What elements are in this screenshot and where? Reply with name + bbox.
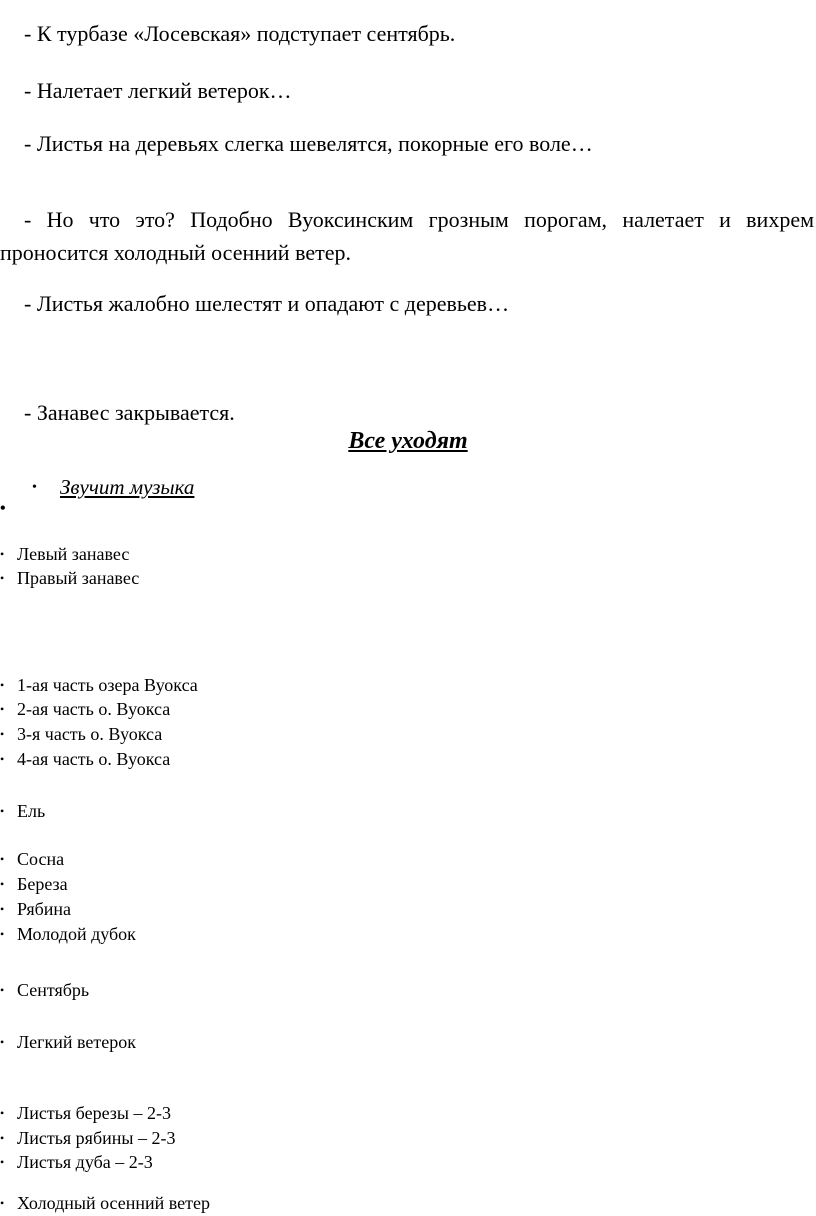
list-item: [0, 1102, 171, 1124]
list-item-label: Ель: [17, 801, 46, 821]
list-item: [0, 567, 139, 589]
bullet-icon: •: [0, 927, 5, 941]
list-item: [0, 898, 71, 920]
list-item-label: Правый занавес: [17, 568, 140, 588]
list-item: [0, 979, 89, 1001]
bullet-icon: •: [0, 1155, 5, 1169]
bullet-icon: •: [0, 804, 5, 818]
bullet-icon: •: [0, 752, 5, 766]
list-item-label: Холодный осенний ветер: [17, 1193, 211, 1213]
list-item: [0, 543, 129, 565]
list-item: [0, 1031, 136, 1053]
paragraph-6: - Занавес закрывается.: [24, 400, 235, 425]
music-note: [32, 474, 194, 501]
bullet-icon: •: [0, 727, 5, 741]
list-item-label: Листья березы – 2-3: [17, 1103, 172, 1123]
list-item: [0, 800, 45, 822]
list-item-label: Левый занавес: [17, 544, 130, 564]
bullet-icon: •: [0, 678, 5, 692]
list-item-label: 4-ая часть о. Вуокса: [17, 749, 171, 769]
paragraph-1: - К турбазе «Лосевская» подступает сентябрь.: [24, 21, 456, 46]
bullet-icon: •: [0, 702, 5, 716]
bullet-icon: •: [0, 1106, 5, 1120]
bullet-icon: •: [0, 571, 5, 585]
bullet-icon: •: [32, 480, 37, 495]
list-item: [0, 1151, 153, 1173]
list-item: [0, 674, 198, 696]
bullet-icon: •: [0, 983, 5, 997]
paragraph-4-line-2: проносится холодный осенний ветер.: [0, 240, 351, 265]
list-item-label: Листья рябины – 2-3: [17, 1128, 176, 1148]
list-item: [0, 698, 170, 720]
list-item: [0, 873, 68, 895]
paragraph-3: - Листья на деревьях слегка шевелятся, покорные его воле…: [24, 131, 593, 156]
list-item: [0, 923, 136, 945]
heading-all-leave: Все уходят: [348, 428, 468, 454]
bullet-icon: •: [0, 1196, 5, 1210]
list-item-label: Сентябрь: [17, 980, 90, 1000]
paragraph-4: [0, 203, 814, 269]
list-item-label: Молодой дубок: [17, 924, 136, 944]
list-item-label: 2-ая часть о. Вуокса: [17, 699, 171, 719]
list-item-label: Листья дуба – 2-3: [17, 1152, 153, 1172]
list-item-label: 1-ая часть озера Вуокса: [17, 675, 198, 695]
bullet-icon: •: [0, 902, 5, 916]
list-item: [0, 1192, 210, 1214]
list-item: [0, 848, 64, 870]
bullet-icon: •: [0, 547, 5, 561]
list-item-label: Рябина: [17, 899, 72, 919]
list-item: [0, 723, 162, 745]
music-label: Звучит музыка: [60, 475, 195, 499]
list-item-label: 3-я часть о. Вуокса: [17, 724, 163, 744]
list-item-label: Легкий ветерок: [17, 1032, 136, 1052]
bullet-icon: •: [0, 852, 5, 866]
paragraph-4-line-1: - Но что это? Подобно Вуоксинским грозным порогам, налетает и вихрем: [24, 207, 814, 232]
bullet-icon: •: [0, 1131, 5, 1145]
paragraph-2: - Налетает легкий ветерок…: [24, 78, 292, 103]
list-item-label: Береза: [17, 874, 68, 894]
bullet-icon: •: [0, 877, 5, 891]
bullet-icon: •: [0, 1035, 5, 1049]
list-item: [0, 1127, 175, 1149]
list-item-label: Сосна: [17, 849, 65, 869]
paragraph-5: - Листья жалобно шелестят и опадают с деревьев…: [24, 291, 510, 316]
list-item: [0, 748, 170, 770]
stray-bullet-icon: •: [0, 500, 6, 517]
